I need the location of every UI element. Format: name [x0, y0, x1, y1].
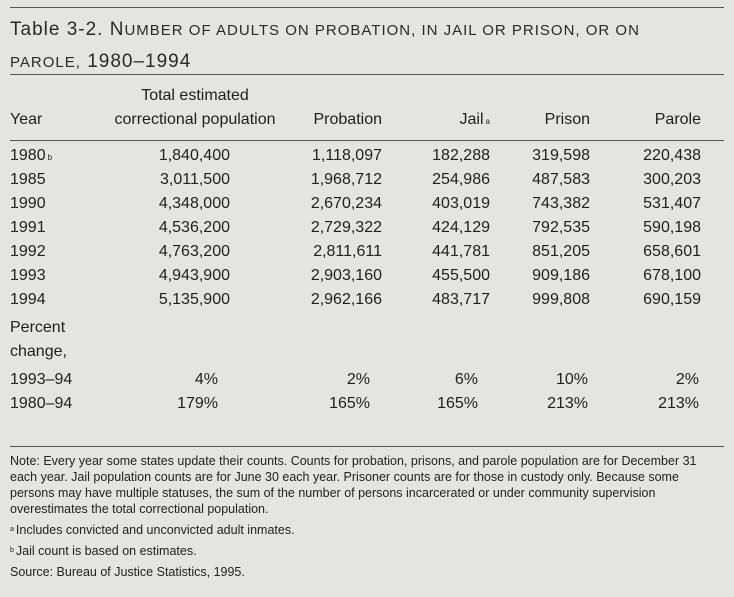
- table-title: [10, 14, 710, 78]
- cell-total: 4,943,900: [158, 267, 230, 284]
- source: Source: Bureau of Justice Statistics, 1995.: [10, 565, 245, 579]
- title-first-letter: N: [109, 19, 125, 40]
- row-year: [10, 242, 46, 262]
- title-years: 1980–1994: [87, 51, 192, 72]
- note-main: Note: Every year some states update their counts. Counts for probation, prisons, and parole population are for December 31 each year. Jail population counts are for June 30 each year. Prisoner counts are for those in custody only. Because some persons may have multiple statuses, the sum of the number of persons incarcerated or under community supervision overestimates the total correctional population.: [10, 454, 697, 516]
- cell-parole: 690,159: [643, 291, 701, 308]
- cell-parole: 658,601: [643, 243, 701, 260]
- cell-probation: 2,811,611: [313, 243, 382, 260]
- note-b: [10, 543, 726, 559]
- row-year-label: 1990: [10, 195, 46, 212]
- title-text-line2: PAROLE,: [10, 54, 81, 71]
- header-jail: [390, 110, 490, 130]
- cell-prison: 909,186: [532, 267, 590, 284]
- cell-total: 3,011,500: [160, 171, 230, 188]
- cell-jail: 254,986: [432, 171, 490, 188]
- cell-jail: 182,288: [432, 147, 490, 164]
- percent-cell-prison: 213%: [547, 395, 588, 412]
- header-probation: Probation: [313, 111, 382, 128]
- cell-parole: 220,438: [643, 147, 701, 164]
- cell-prison: 792,535: [532, 219, 590, 236]
- cell-jail: 455,500: [432, 267, 490, 284]
- header-total-line2: correctional population: [114, 111, 276, 128]
- notes: [10, 453, 726, 585]
- header-prison: Prison: [544, 111, 590, 128]
- header-parole: Parole: [654, 111, 701, 128]
- note-b-text: Jail count is based on estimates.: [15, 544, 197, 558]
- row-year-footnote-mark: b: [47, 153, 53, 162]
- row-year: [10, 194, 46, 214]
- cell-probation: 2,670,234: [310, 195, 382, 212]
- percent-cell-jail: 165%: [437, 395, 478, 412]
- row-year: [10, 266, 46, 286]
- percent-cell-total: 179%: [177, 395, 218, 412]
- header-rule: [10, 140, 724, 141]
- note-a-mark: a: [10, 526, 14, 533]
- row-year: [10, 290, 46, 310]
- row-year-label: 1985: [10, 171, 46, 188]
- note-a-text: Includes convicted and unconvicted adult inmates.: [15, 523, 295, 537]
- cell-prison: 743,382: [532, 195, 590, 212]
- percent-cell-jail: 6%: [454, 371, 478, 388]
- percent-row-label: 1993–94: [10, 371, 73, 388]
- percent-cell-probation: 165%: [329, 395, 370, 412]
- title-text-line1: UMBER OF ADULTS ON PROBATION, IN JAIL OR PRISON, OR ON: [124, 22, 640, 39]
- percent-cell-probation: 2%: [346, 371, 370, 388]
- cell-prison: 851,205: [532, 243, 590, 260]
- note-a: [10, 522, 726, 538]
- cell-jail: 483,717: [432, 291, 490, 308]
- header-year: Year: [10, 111, 43, 128]
- cell-parole: 531,407: [643, 195, 701, 212]
- row-year-label: 1993: [10, 267, 46, 284]
- title-prefix: Table 3-2.: [10, 19, 104, 40]
- cell-probation: 1,968,712: [310, 171, 382, 188]
- row-year: [10, 170, 46, 190]
- cell-probation: 2,729,322: [310, 219, 382, 236]
- percent-cell-total: 4%: [194, 371, 218, 388]
- percent-cell-parole: 2%: [675, 371, 699, 388]
- cell-parole: 590,198: [643, 219, 701, 236]
- row-year-label: 1992: [10, 243, 46, 260]
- cell-total: 4,536,200: [158, 219, 230, 236]
- header-total-line1: Total estimated: [141, 87, 249, 104]
- cell-prison: 319,598: [532, 147, 590, 164]
- percent-label-2: change,: [10, 343, 67, 360]
- header-jail-label: Jail: [459, 111, 484, 128]
- cell-prison: 999,808: [532, 291, 590, 308]
- row-year: [10, 218, 46, 238]
- percent-cell-parole: 213%: [658, 395, 699, 412]
- title-rule: [10, 74, 724, 75]
- row-year-label: 1980: [10, 147, 46, 164]
- cell-total: 4,763,200: [158, 243, 230, 260]
- cell-total: 5,135,900: [158, 291, 230, 308]
- percent-label-1: Percent: [10, 319, 66, 336]
- cell-parole: 678,100: [643, 267, 701, 284]
- note-b-mark: b: [10, 547, 14, 554]
- cell-prison: 487,583: [532, 171, 590, 188]
- percent-row-label: 1980–94: [10, 395, 73, 412]
- percent-cell-prison: 10%: [555, 371, 588, 388]
- cell-total: 1,840,400: [158, 147, 230, 164]
- cell-probation: 2,962,166: [310, 291, 382, 308]
- row-year: [10, 146, 52, 166]
- cell-total: 4,348,000: [158, 195, 230, 212]
- row-year-label: 1991: [10, 219, 46, 236]
- bottom-rule: [10, 446, 724, 447]
- cell-jail: 403,019: [432, 195, 490, 212]
- row-year-label: 1994: [10, 291, 46, 308]
- cell-probation: 1,118,097: [312, 147, 382, 164]
- cell-jail: 424,129: [432, 219, 490, 236]
- top-rule: [10, 7, 724, 8]
- cell-parole: 300,203: [643, 171, 701, 188]
- cell-jail: 441,781: [432, 243, 490, 260]
- cell-probation: 2,903,160: [310, 267, 382, 284]
- header-jail-footnote-mark: a: [485, 117, 490, 126]
